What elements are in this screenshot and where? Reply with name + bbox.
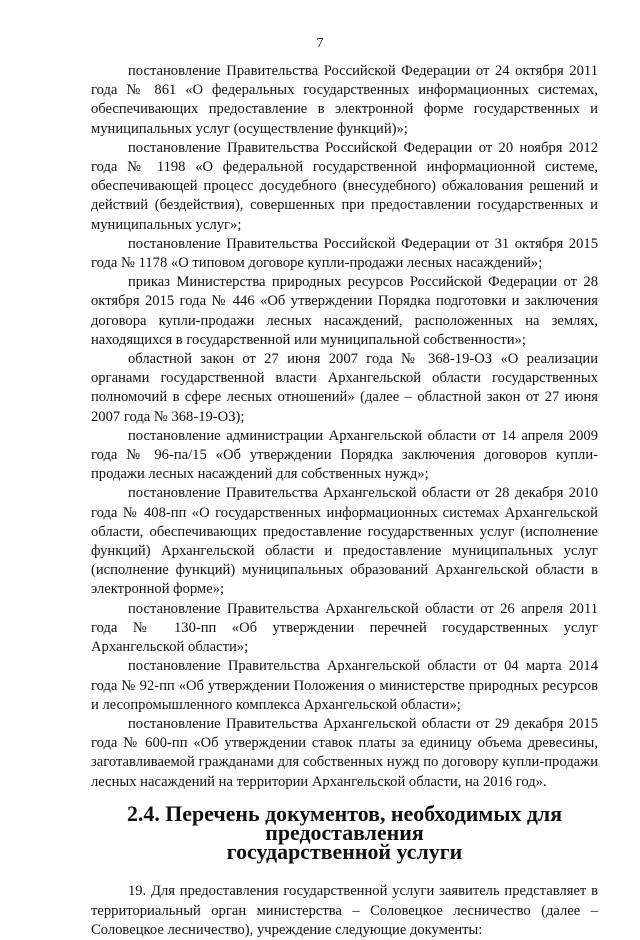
legal-act-item: постановление администрации Архангельской области от 14 апреля 2009 года № 96-па/15 «Об утверждении Порядка заключения договоров купли-продажи лесных насаждений для собственных нужд»;: [91, 427, 598, 483]
legal-act-item: постановление Правительства Архангельской области от 26 апреля 2011 года № 130-пп «Об утверждении перечней государственных услуг Архангельской области»;: [91, 600, 598, 656]
section-heading-line: государственной услуги: [226, 839, 463, 865]
legal-act-item: постановление Правительства Архангельской области от 28 декабря 2010 года № 408-пп «О государственных информационных системах Архангельской области, обеспечивающих предоставление государственных услуг (исполнение функций) Архангельской области и предоставление муниципальных услуг (исполнение функций) муниципальных образований Архангельской области в электронной форме»;: [91, 485, 598, 598]
legal-act-item: постановление Правительства Архангельской области от 04 марта 2014 года № 92-пп «Об утверждении Положения о министерстве природных ресурсов и лесопромышленного комплекса Архангельской области»;: [91, 658, 598, 713]
legal-act-item: приказ Министерства природных ресурсов Российской Федерации от 28 октября 2015 года № 446 «Об утверждении Порядка подготовки и заключения договора купли-продажи лесных насаждений, расположенных на землях, находящихся в государственной или муниципальной собственности»;: [91, 274, 598, 348]
legal-act-item: областной закон от 27 июня 2007 года № 368-19-ОЗ «О реализации органами государственной власти Архангельской области государственных полномочий в сфере лесных отношений» (далее – областной закон от 27 июня 2007 года № 368-19-ОЗ);: [91, 351, 598, 425]
legal-act-item: постановление Правительства Российской Федерации от 31 октября 2015 года № 1178 «О типовом договоре купли-продажи лесных насаждений»;: [91, 235, 598, 272]
legal-act-item: постановление Правительства Российской Федерации от 24 октября 2011 года № 861 «О федеральных государственных информационных системах, обеспечивающих предоставление в электронной форме государственных и муниципальных услуг (осуществление функций)»;: [91, 63, 598, 137]
section-heading: [91, 800, 598, 865]
page-number: 7: [316, 36, 324, 51]
legal-act-item: постановление Правительства Российской Федерации от 20 ноября 2012 года № 1198 «О федеральной государственной информационной системе, обеспечивающей процесс досудебного (внесудебного) обжалования решений и действий (бездействия), совершенных при предоставлении государственных и муниципальных услуг»;: [91, 139, 598, 233]
section-heading-line: 2.4. Перечень документов, необходимых для предоставления: [126, 800, 563, 845]
legal-act-item: постановление Правительства Архангельской области от 29 декабря 2015 года № 600-пп «Об утверждении ставок платы за единицу объема древесины, заготавливаемой гражданами для собственных нужд по договору купли-продажи лесных насаждений на территории Архангельской области, на 2016 год».: [91, 715, 598, 790]
document-body: [91, 62, 598, 940]
clause-paragraph: 19. Для предоставления государственной услуги заявитель представляет в территориальный орган министерства – Соловецкое лесничество (далее – Соловецкое лесничество), учреждение следующие документы:: [91, 883, 598, 938]
